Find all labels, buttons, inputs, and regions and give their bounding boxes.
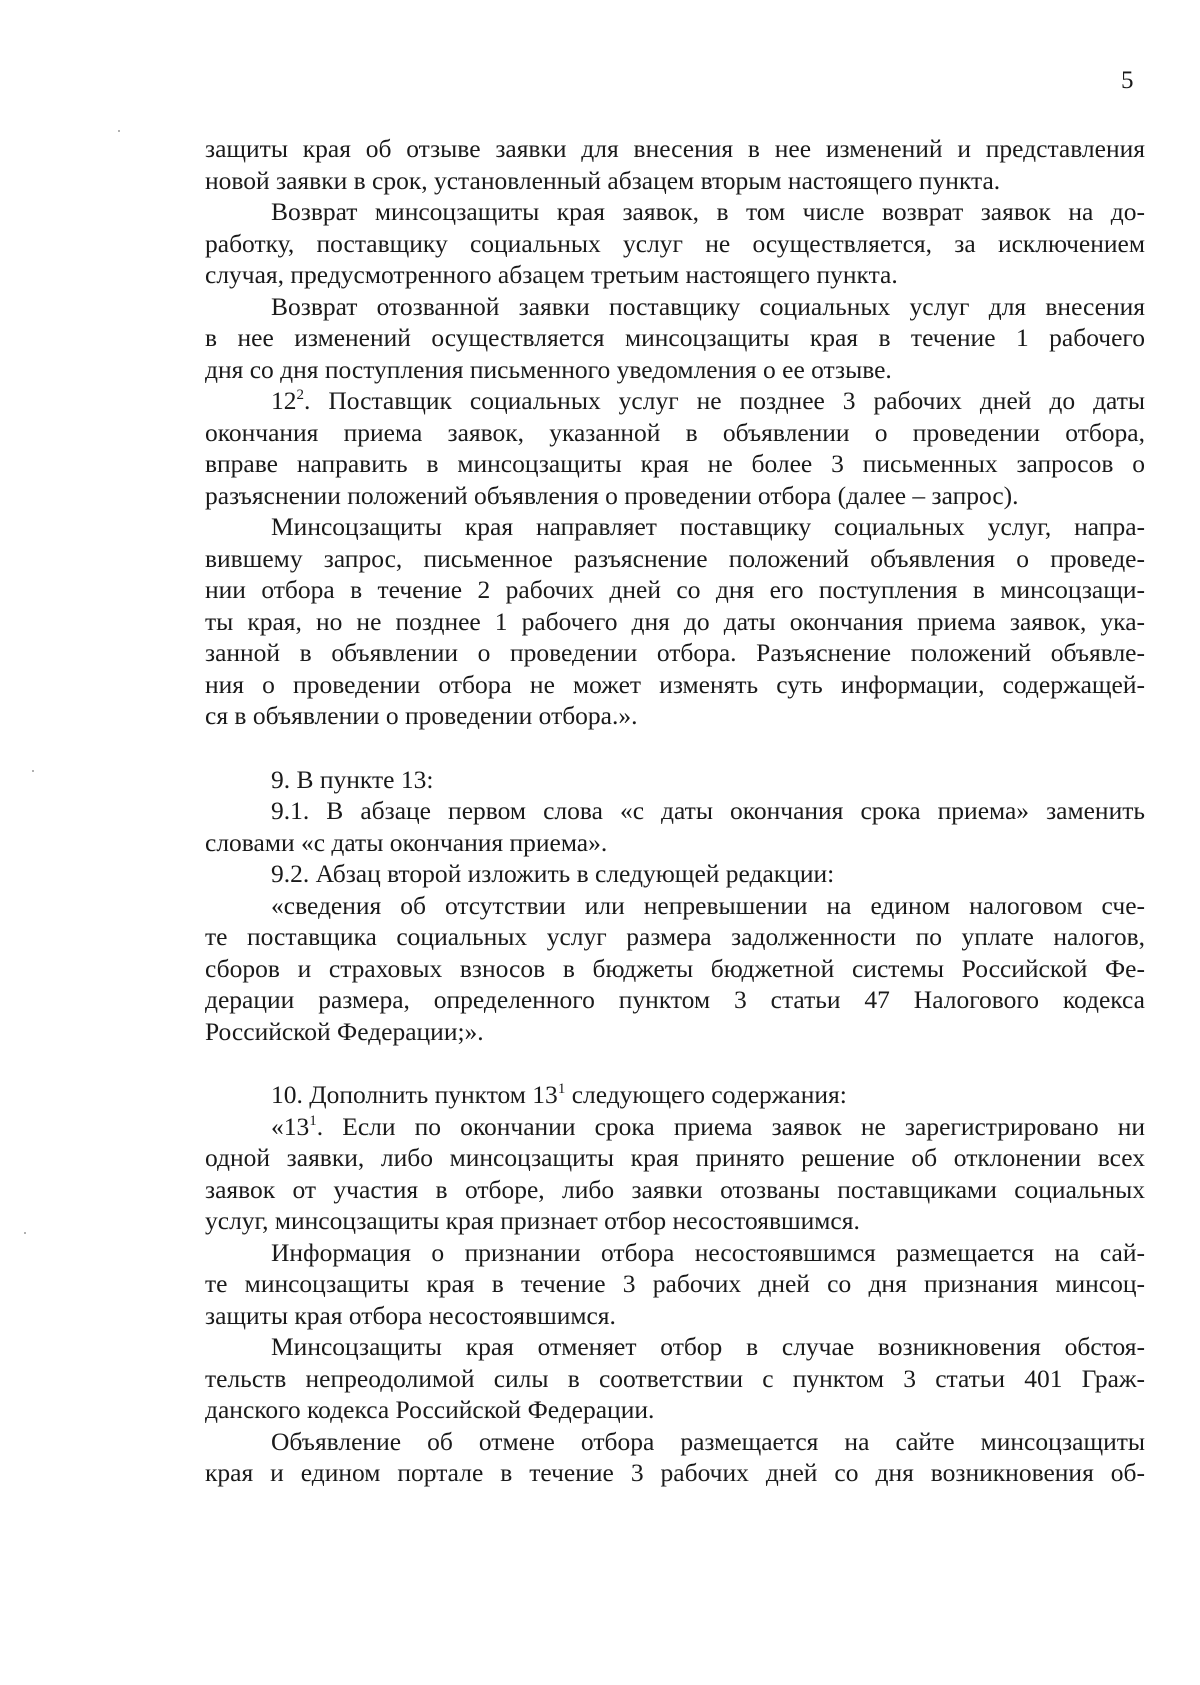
text-line: разъяснении положений объявления о проведении отбора (далее – запрос). bbox=[205, 480, 1019, 510]
text-run: . Поставщик социальных услуг не позднее 3 рабочих дней до даты bbox=[304, 386, 1145, 415]
paragraph-12-2-lead bbox=[205, 385, 1145, 417]
text-line: 9.1. В абзаце первом слова «с даты окончания срока приема» заменить bbox=[271, 796, 1145, 825]
clause-number: 12 bbox=[271, 386, 297, 415]
text-line: Возврат отозванной заявки поставщику социальных услуг для внесения bbox=[271, 291, 1145, 321]
scan-speck bbox=[24, 1232, 26, 1234]
text-line: одной заявки, либо минсоцзащиты края принято решение об отклонении всех bbox=[205, 1143, 1145, 1172]
text-line: занной в объявлении о проведении отбора. Разъяснение положений объявле- bbox=[205, 638, 1145, 667]
text-line: тельств непреодолимой силы в соответствии с пунктом 3 статьи 401 Граж- bbox=[205, 1363, 1145, 1393]
text-run: 10. Дополнить пунктом 13 bbox=[271, 1080, 558, 1109]
text-line: в нее изменений осуществляется минсоцзащиты края в течение 1 рабочего bbox=[205, 323, 1145, 352]
clause-superscript: 2 bbox=[296, 387, 304, 403]
text-line: дерации размера, определенного пунктом 3 статьи 47 Налогового кодекса bbox=[205, 985, 1145, 1014]
section-heading bbox=[205, 1079, 1145, 1111]
text-line: «сведения об отсутствии или непревышении на едином налоговом сче- bbox=[271, 890, 1145, 920]
text-line: Российской Федерации;». bbox=[205, 1016, 484, 1046]
text-line: ся в объявлении о проведении отбора.». bbox=[205, 701, 638, 730]
text-line: данского кодекса Российской Федерации. bbox=[205, 1395, 655, 1424]
text-line: Информация о признании отбора несостоявшимся размещается на сай- bbox=[271, 1237, 1145, 1267]
text-line: Минсоцзащиты края отменяет отбор в случае возникновения обстоя- bbox=[271, 1332, 1145, 1361]
text-line: ния о проведении отбора не может изменять суть информации, содержащей- bbox=[205, 669, 1145, 699]
text-line: Возврат минсоцзащиты края заявок, в том числе возврат заявок на до- bbox=[271, 197, 1145, 226]
page-number: 5 bbox=[1121, 67, 1134, 94]
text-line: дня со дня поступления письменного уведомления о ее отзыве. bbox=[205, 354, 892, 384]
text-line: вправе направить в минсоцзащиты края не более 3 письменных запросов о bbox=[205, 449, 1145, 478]
scan-speck bbox=[32, 770, 34, 772]
text-line: сборов и страховых взносов в бюджеты бюджетной системы Российской Фе- bbox=[205, 953, 1145, 983]
text-line: заявок от участия в отборе, либо заявки отозваны поставщиками социальных bbox=[205, 1174, 1145, 1204]
text-line: нии отбора в течение 2 рабочих дней со дня его поступления в минсоцзащи- bbox=[205, 575, 1145, 604]
document-body bbox=[205, 133, 1145, 1489]
text-line: окончания приема заявок, указанной в объявлении о проведении отбора, bbox=[205, 417, 1145, 447]
text-line: те поставщика социальных услуг размера задолженности по уплате налогов, bbox=[205, 922, 1145, 951]
text-line: вившему запрос, письменное разъяснение положений объявления о проведе- bbox=[205, 543, 1145, 573]
text-line: те минсоцзащиты края в течение 3 рабочих дней со дня признания минсоц- bbox=[205, 1269, 1145, 1298]
text-line: защиты края об отзыве заявки для внесения в нее изменений и представления bbox=[205, 134, 1145, 163]
paragraph-13-1-lead bbox=[205, 1111, 1145, 1143]
text-line: словами «с даты окончания приема». bbox=[205, 827, 608, 857]
text-line: ты края, но не позднее 1 рабочего дня до даты окончания приема заявок, ука- bbox=[205, 606, 1145, 636]
text-line: Минсоцзащиты края направляет поставщику социальных услуг, напра- bbox=[271, 512, 1145, 541]
clause-superscript: 1 bbox=[309, 1112, 317, 1129]
clause-number: «13 bbox=[271, 1111, 310, 1141]
text-line: Объявление об отмене отбора размещается на сайте минсоцзащиты bbox=[271, 1426, 1145, 1456]
text-line: случая, предусмотренного абзацем третьим настоящего пункта. bbox=[205, 260, 898, 289]
text-line: новой заявки в срок, установленный абзацем вторым настоящего пункта. bbox=[205, 165, 1001, 195]
text-run: следующего содержания: bbox=[565, 1080, 847, 1109]
paragraph-gap bbox=[205, 1047, 1145, 1079]
text-line: 9.2. Абзац второй изложить в следующей редакции: bbox=[271, 859, 835, 888]
text-run: . Если по окончании срока приема заявок не зарегистрировано ни bbox=[316, 1111, 1145, 1141]
text-line: услуг, минсоцзащиты края признает отбор несостоявшимся. bbox=[205, 1206, 860, 1235]
paragraph-gap bbox=[205, 732, 1145, 764]
section-heading: 9. В пункте 13: bbox=[271, 764, 434, 794]
clause-superscript: 1 bbox=[557, 1081, 566, 1097]
text-line: края и едином портале в течение 3 рабочих дней со дня возникновения об- bbox=[205, 1458, 1145, 1487]
text-line: защиты края отбора несостоявшимся. bbox=[205, 1300, 616, 1330]
text-line: работку, поставщику социальных услуг не осуществляется, за исключением bbox=[205, 228, 1145, 258]
scan-speck bbox=[118, 130, 120, 132]
